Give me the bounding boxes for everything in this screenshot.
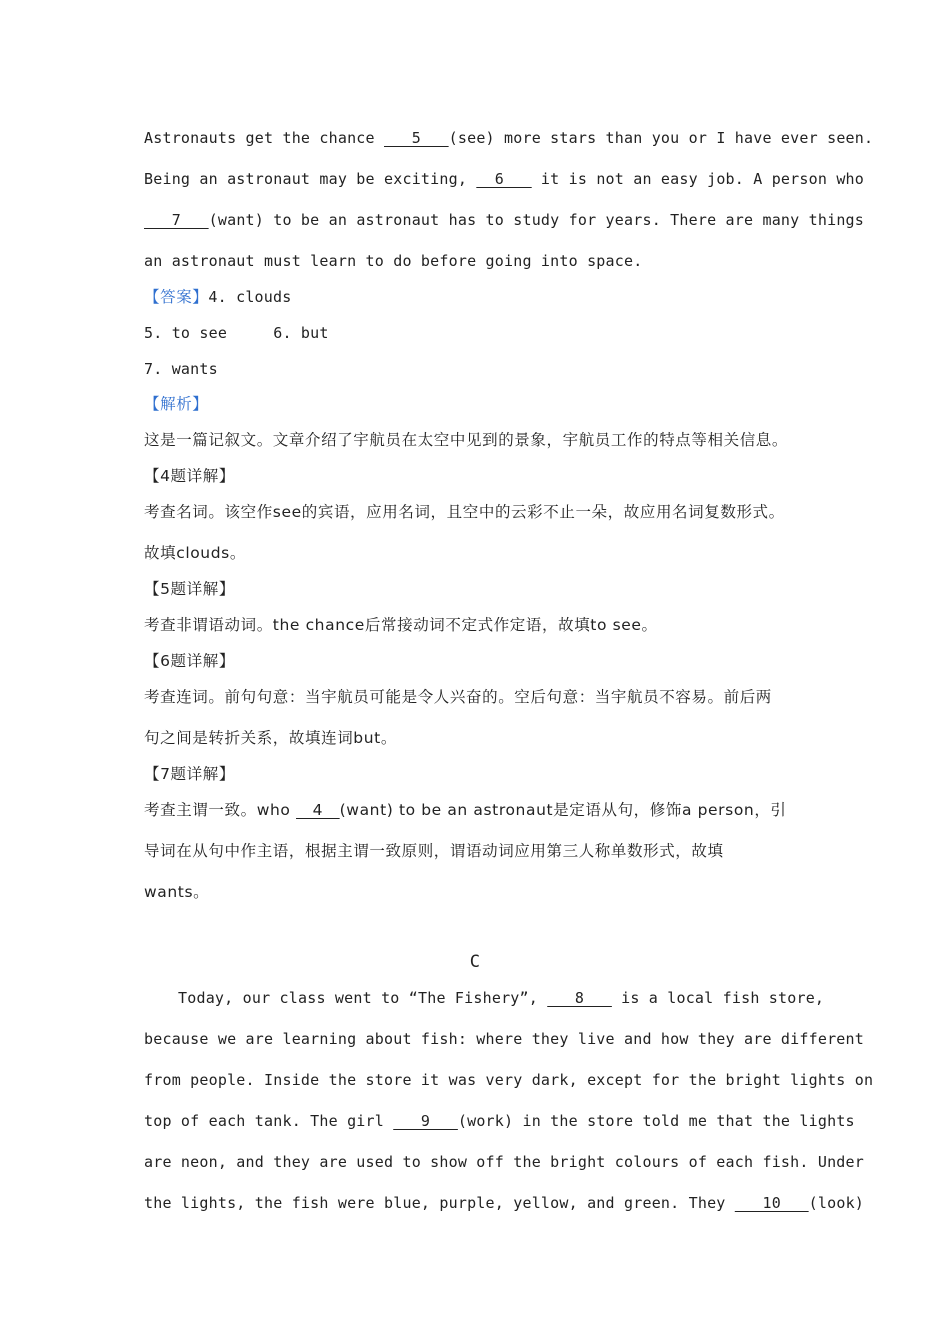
answer-7: 7. wants (144, 360, 218, 378)
passage-c-line-1 (178, 988, 824, 1008)
analysis-summary: 这是一篇记叙文。文章介绍了宇航员在太空中见到的景象，宇航员工作的特点等相关信息。 (144, 431, 789, 449)
q7-title: 【7题详解】 (144, 765, 235, 783)
passage-c-line-6 (144, 1193, 864, 1213)
q7-answer: wants。 (144, 883, 210, 901)
blank-6: 6 (476, 170, 532, 188)
q6-answer: 句之间是转折关系，故填连词but。 (144, 729, 397, 747)
q6-title: 【6题详解】 (144, 652, 235, 670)
blank-8: 8 (547, 989, 612, 1007)
answer-tag: 【答案】 (144, 288, 209, 306)
text: (look) (808, 1194, 865, 1212)
blank-5: 5 (384, 129, 449, 147)
text: the lights, the fish were blue, purple, yellow, and green. They (144, 1194, 735, 1212)
text: Being an astronaut may be exciting, (144, 170, 477, 188)
blank-9: 9 (393, 1112, 458, 1130)
passage-b-line-1 (144, 128, 873, 148)
text: Astronauts get the chance (144, 129, 384, 147)
blank-10: 10 (734, 1194, 809, 1212)
text: (want) to be an astronaut has to study for years. There are many things (208, 211, 865, 229)
blank-7: 7 (144, 211, 209, 229)
answer-line (144, 287, 291, 307)
blank-4: 4 (296, 801, 340, 819)
text: (work) in the store told me that the lights (457, 1112, 855, 1130)
text: it is not an easy job. A person who (531, 170, 865, 188)
q4-explanation: 考查名词。该空作see的宾语，应用名词，且空中的云彩不止一朵，故应用名词复数形式。 (144, 503, 785, 521)
passage-c-line-3: from people. Inside the store it was very dark, except for the bright lights on (144, 1071, 874, 1089)
text: 考查主谓一致。who (144, 801, 297, 819)
passage-b-line-4: an astronaut must learn to do before going into space. (144, 252, 643, 270)
text: (see) more stars than you or I have ever seen. (448, 129, 874, 147)
passage-b-line-2 (144, 169, 864, 189)
text: Today, our class went to “The Fishery”, (178, 989, 548, 1007)
passage-c-line-4 (144, 1111, 855, 1131)
q7-explanation (144, 800, 787, 820)
answer-6: 6. but (273, 324, 329, 342)
passage-c-line-2: because we are learning about fish: where they live and how they are different (144, 1030, 864, 1048)
passage-b-line-3 (144, 210, 864, 230)
q4-answer: 故填clouds。 (144, 544, 246, 562)
q5-explanation: 考查非谓语动词。the chance后常接动词不定式作定语，故填to see。 (144, 616, 658, 634)
text: (want) to be an astronaut是定语从句，修饰a person，引 (339, 801, 787, 819)
q6-explanation: 考查连词。前句句意：当宇航员可能是令人兴奋的。空后句意：当宇航员不容易。前后两 (144, 688, 772, 706)
q5-title: 【5题详解】 (144, 580, 235, 598)
text: is a local fish store, (611, 989, 825, 1007)
q7-explanation-2: 导词在从句中作主语，根据主谓一致原则，谓语动词应用第三人称单数形式，故填 (144, 842, 724, 860)
passage-c-line-5: are neon, and they are used to show off the bright colours of each fish. Under (144, 1153, 864, 1171)
text: top of each tank. The girl (144, 1112, 394, 1130)
q4-title: 【4题详解】 (144, 467, 235, 485)
answer-4: 4. clouds (208, 288, 292, 306)
analysis-tag: 【解析】 (144, 395, 209, 413)
answer-line-2 (144, 323, 329, 343)
section-heading-c: C (469, 952, 481, 972)
answer-5: 5. to see (144, 324, 228, 342)
